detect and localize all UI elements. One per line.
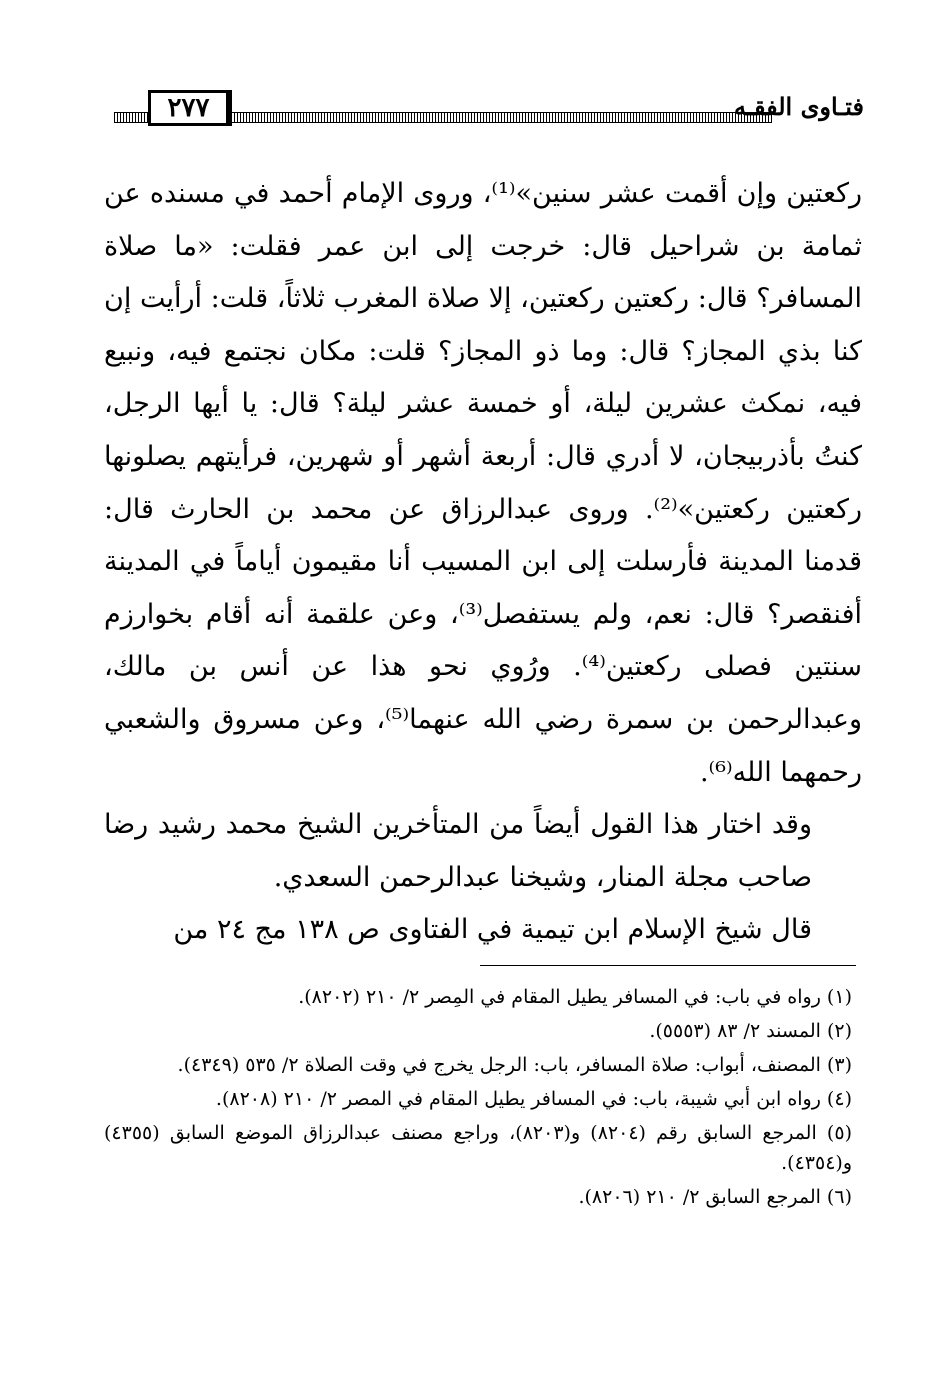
footnote-divider (480, 965, 856, 966)
footnote: (٦) المرجع السابق ٢/ ٢١٠ (٨٢٠٦). (578, 1186, 852, 1208)
paragraph: وقد اختار هذا القول أيضاً من المتأخرين الشيخ محمد رشيد رضا صاحب مجلة المنار، وشيخنا عبدالرحمن السعدي. (104, 809, 812, 893)
footnotes (104, 982, 852, 1216)
page-header (108, 90, 864, 134)
paragraph: قال شيخ الإسلام ابن تيمية في الفتاوى ص ١٣٨ مج ٢٤ من (173, 914, 812, 946)
footnote: (١) رواه في باب: في المسافر يطيل المقام في المِصر ٢/ ٢١٠ (٨٢٠٢). (298, 986, 852, 1008)
paragraph: ركعتين وإن أقمت عشر سنين»⁽¹⁾، وروى الإمام أحمد في مسنده عن ثمامة بن شراحيل قال: خرجت إلى ابن عمر فقلت: «ما صلاة المسافر؟ قال: ركعتين ركعتين، إلا صلاة المغرب ثلاثاً، قلت: أرأيت إن كنا بذي المجاز؟ قال: وما ذو المجاز؟ قلت: مكان نجتمع فيه، ونبيع فيه، نمكث عشرين ليلة، أو خمسة عشر ليلة؟ قال: يا أيها الرجل، كنتُ بأذربيجان، لا أدري قال: أربعة أشهر أو شهرين، فرأيتهم يصلونها ركعتين ركعتين»⁽²⁾. وروى عبدالرزاق عن محمد بن الحارث قال: قدمنا المدينة فأرسلت إلى ابن المسيب أنا مقيمون أياماً في المدينة أفنقصر؟ قال: نعم، ولم يستفصل⁽³⁾، وعن علقمة أنه أقام بخوارزم سنتين فصلى ركعتين⁽⁴⁾. ورُوي نحو هذا عن أنس بن مالك، وعبدالرحمن بن سمرة رضي الله عنهما⁽⁵⁾، وعن مسروق والشعبي رحمهما الله⁽⁶⁾. (104, 178, 862, 788)
running-title: فتـاوى الفقـه (734, 92, 864, 121)
footnote: (٢) المسند ٢/ ٨٣ (٥٥٥٣). (649, 1020, 852, 1042)
main-text (104, 168, 862, 957)
footnote: (٣) المصنف، أبواب: صلاة المسافر، باب: الرجل يخرج في وقت الصلاة ٢/ ٥٣٥ (٤٣٤٩). (177, 1054, 852, 1076)
footnote: (٥) المرجع السابق رقم (٨٢٠٤) و(٨٢٠٣)، وراجع مصنف عبدالرزاق الموضع السابق (٤٣٥٥) و(٤٣٥٤). (104, 1122, 852, 1174)
footnote: (٤) رواه ابن أبي شيبة، باب: في المسافر يطيل المقام في المصر ٢/ ٢١٠ (٨٢٠٨). (215, 1088, 852, 1110)
page-number: ٢٧٧ (148, 90, 232, 126)
